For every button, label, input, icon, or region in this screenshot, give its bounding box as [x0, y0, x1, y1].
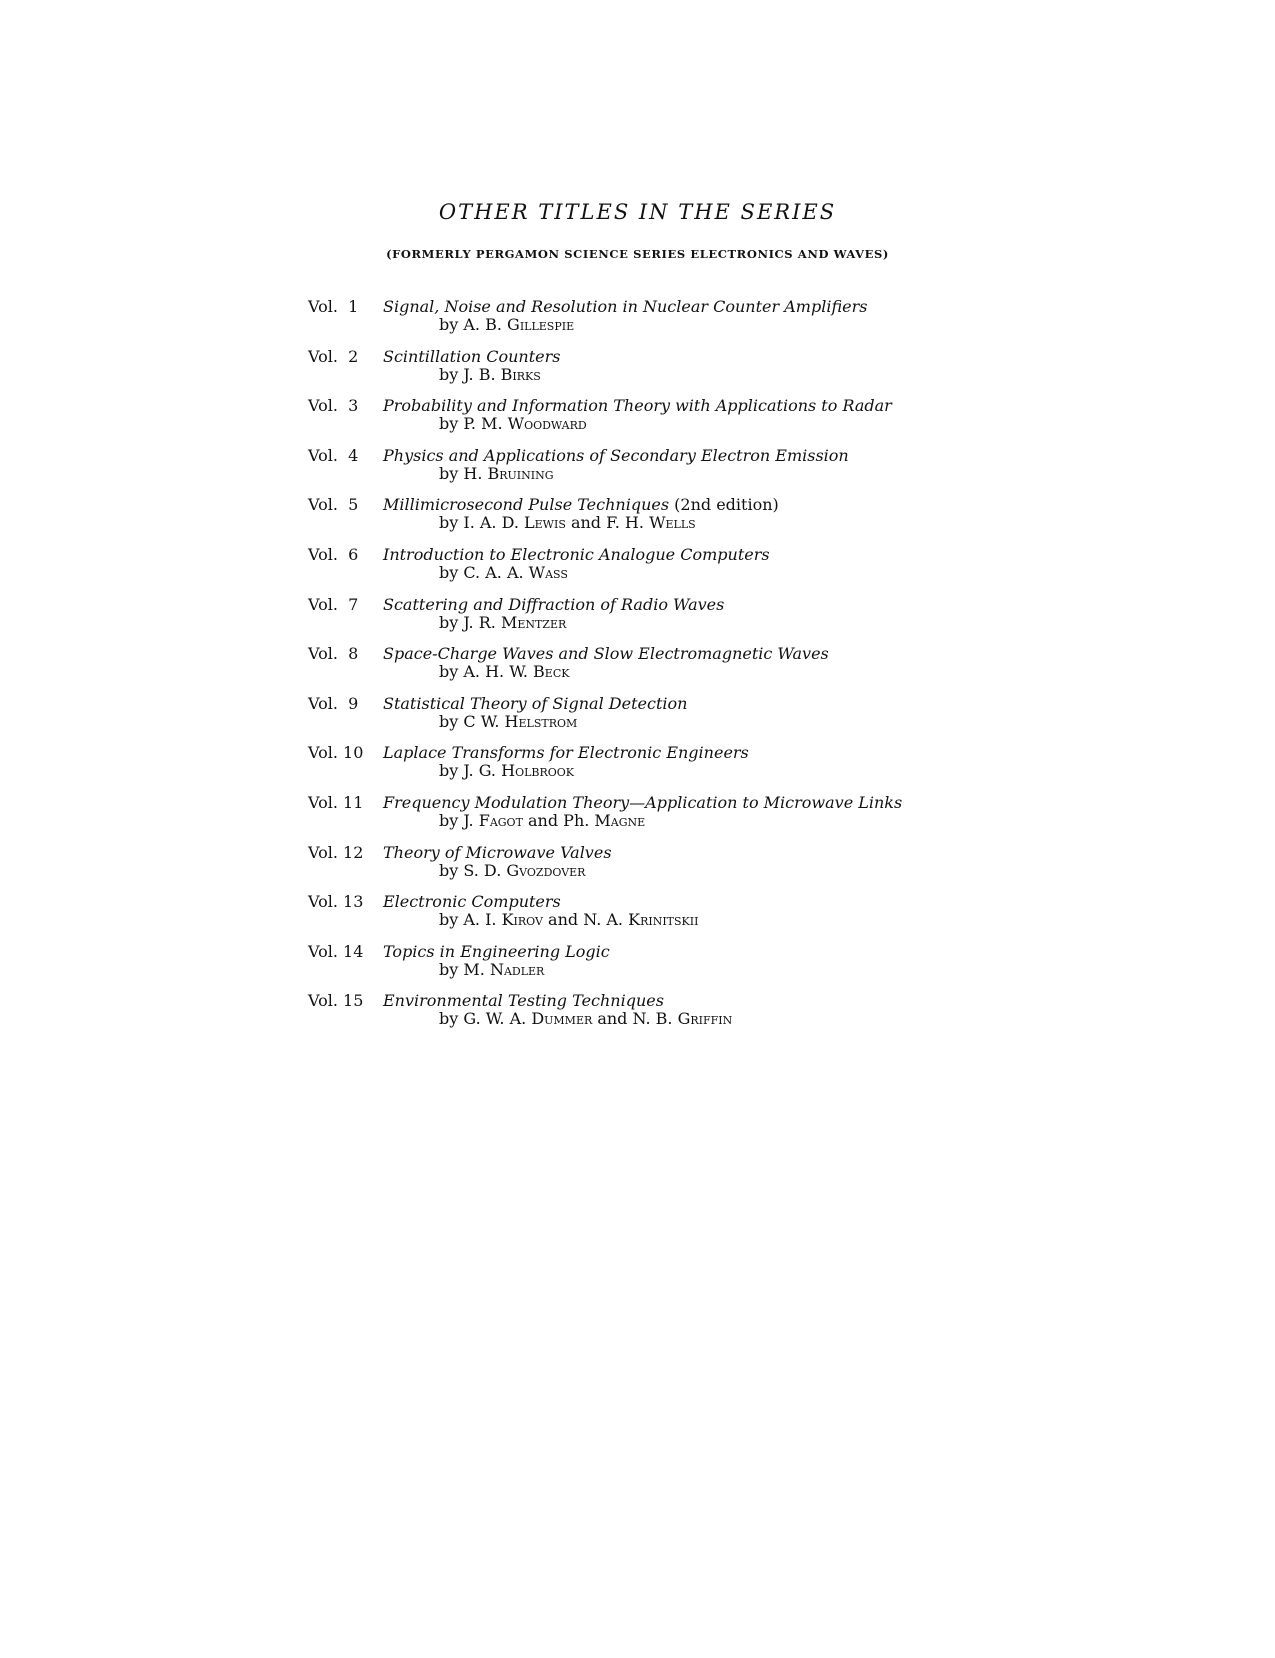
book-author [439, 564, 568, 582]
author-initials: by G. W. A. [439, 1009, 527, 1029]
list-item [308, 893, 1008, 943]
author-surname: Nadler [489, 959, 545, 979]
book-author [439, 663, 569, 681]
book-title [383, 645, 829, 663]
author-initials: by A. I. [439, 910, 497, 930]
author2-surname: Krinitskii [628, 910, 699, 930]
book-title-text: Laplace Transforms for Electronic Engineers [383, 743, 749, 763]
book-title-text: Topics in Engineering Logic [383, 941, 610, 961]
book-title [383, 447, 849, 465]
book-title-text: Introduction to Electronic Analogue Computers [383, 544, 770, 564]
list-item [308, 992, 1008, 1042]
author-initials: by A. H. W. [439, 662, 528, 682]
book-author [439, 316, 574, 334]
volume-number: Vol. 7 [308, 594, 359, 614]
author-surname: Fagot [478, 810, 523, 830]
author-initials: by M. [439, 959, 485, 979]
book-author [439, 415, 587, 433]
book-title-text: Millimicrosecond Pulse Techniques [383, 495, 670, 515]
author2-initials: F. H. [606, 513, 644, 533]
list-item [308, 943, 1008, 993]
book-title-text: Probability and Information Theory with Applications to Radar [383, 396, 892, 416]
author-initials: by J. [439, 810, 474, 830]
book-author [439, 812, 645, 830]
book-author [439, 713, 577, 731]
book-author [439, 366, 541, 384]
volume-number: Vol. 13 [308, 892, 364, 912]
volume-number: Vol. 10 [308, 743, 364, 763]
book-title [383, 794, 902, 812]
book-author [439, 514, 696, 532]
series-list [308, 298, 1008, 1042]
book-title [383, 546, 770, 564]
volume-number: Vol. 6 [308, 544, 359, 564]
author-surname: Helstrom [504, 711, 578, 731]
book-title [383, 893, 561, 911]
list-item [308, 645, 1008, 695]
volume-number: Vol. 4 [308, 445, 359, 465]
book-edition: (2nd edition) [669, 495, 779, 515]
list-item [308, 447, 1008, 497]
book-title-text: Space-Charge Waves and Slow Electromagnetic Waves [383, 644, 829, 664]
author-surname: Bruining [487, 463, 554, 483]
author-surname: Woodward [507, 414, 587, 434]
author-initials: by P. M. [439, 414, 503, 434]
page-subtitle: (FORMERLY PERGAMON SCIENCE SERIES ELECTRONICS AND WAVES) [386, 247, 889, 261]
book-title [383, 348, 560, 366]
volume-number: Vol. 5 [308, 495, 359, 515]
book-author [439, 465, 554, 483]
book-title [383, 744, 749, 762]
author-surname: Kirov [501, 910, 543, 930]
author2-initials: N. A. [583, 910, 624, 930]
author-surname: Beck [533, 662, 570, 682]
author-initials: by J. G. [439, 761, 497, 781]
list-item [308, 695, 1008, 745]
author-initials: by J. B. [439, 364, 496, 384]
author-conjunction: and [592, 1009, 633, 1029]
book-title [383, 496, 779, 514]
book-author [439, 911, 698, 929]
author2-surname: Griffin [677, 1009, 733, 1029]
author-initials: by A. B. [439, 315, 502, 334]
list-item [308, 744, 1008, 794]
list-item [308, 596, 1008, 646]
author-conjunction: and [522, 810, 564, 830]
volume-number: Vol. 1 [308, 297, 359, 316]
list-item [308, 794, 1008, 844]
list-item [308, 348, 1008, 398]
book-title [383, 844, 612, 862]
book-title-text: Physics and Applications of Secondary Electron Emission [383, 445, 849, 465]
book-title [383, 943, 610, 961]
author-initials: by H. [439, 463, 483, 483]
volume-number: Vol. 9 [308, 693, 359, 713]
book-author [439, 862, 585, 880]
volume-number: Vol. 14 [308, 941, 364, 961]
volume-number: Vol. 2 [308, 346, 359, 366]
book-title-text: Signal, Noise and Resolution in Nuclear Counter Amplifiers [383, 297, 868, 316]
author2-surname: Wells [649, 513, 696, 533]
volume-number: Vol. 3 [308, 396, 359, 416]
author-conjunction: and [542, 910, 584, 930]
book-author [439, 1010, 732, 1028]
author-surname: Birks [500, 364, 541, 384]
book-title-text: Scintillation Counters [383, 346, 561, 366]
list-item [308, 298, 1008, 348]
author-surname: Dummer [531, 1009, 593, 1029]
book-title-text: Statistical Theory of Signal Detection [383, 693, 688, 713]
author-surname: Gvozdover [506, 860, 586, 880]
book-title [383, 596, 724, 614]
book-title-text: Electronic Computers [383, 892, 561, 912]
author-surname: Mentzer [500, 612, 567, 632]
volume-number: Vol. 15 [308, 991, 364, 1011]
list-item [308, 496, 1008, 546]
author-surname: Lewis [524, 513, 566, 533]
author-initials: by J. R. [439, 612, 496, 632]
book-title-text: Frequency Modulation Theory—Application to Microwave Links [383, 792, 903, 812]
page-title: OTHER TITLES IN THE SERIES [438, 200, 837, 224]
author-surname: Holbrook [501, 761, 575, 781]
list-item [308, 844, 1008, 894]
author2-surname: Magne [594, 810, 646, 830]
author-initials: by C. A. A. [439, 562, 524, 582]
book-title [383, 298, 867, 316]
book-title [383, 397, 892, 415]
author-initials: by I. A. D. [439, 513, 519, 533]
list-item [308, 546, 1008, 596]
book-author [439, 762, 574, 780]
volume-number: Vol. 8 [308, 644, 359, 664]
author-initials: by C W. [439, 711, 500, 731]
book-author [439, 961, 544, 979]
book-title-text: Environmental Testing Techniques [383, 991, 664, 1011]
author-surname: Wass [528, 562, 568, 582]
author-initials: by S. D. [439, 860, 502, 880]
volume-number: Vol. 11 [308, 792, 364, 812]
author-surname: Gillespie [507, 315, 575, 334]
book-title-text: Scattering and Diffraction of Radio Waves [383, 594, 725, 614]
book-title [383, 992, 664, 1010]
list-item [308, 397, 1008, 447]
book-title [383, 695, 687, 713]
author2-initials: Ph. [563, 810, 590, 830]
book-author [439, 614, 566, 632]
author2-initials: N. B. [632, 1009, 673, 1029]
author-conjunction: and [565, 513, 607, 533]
book-title-text: Theory of Microwave Valves [383, 842, 612, 862]
volume-number: Vol. 12 [308, 842, 364, 862]
